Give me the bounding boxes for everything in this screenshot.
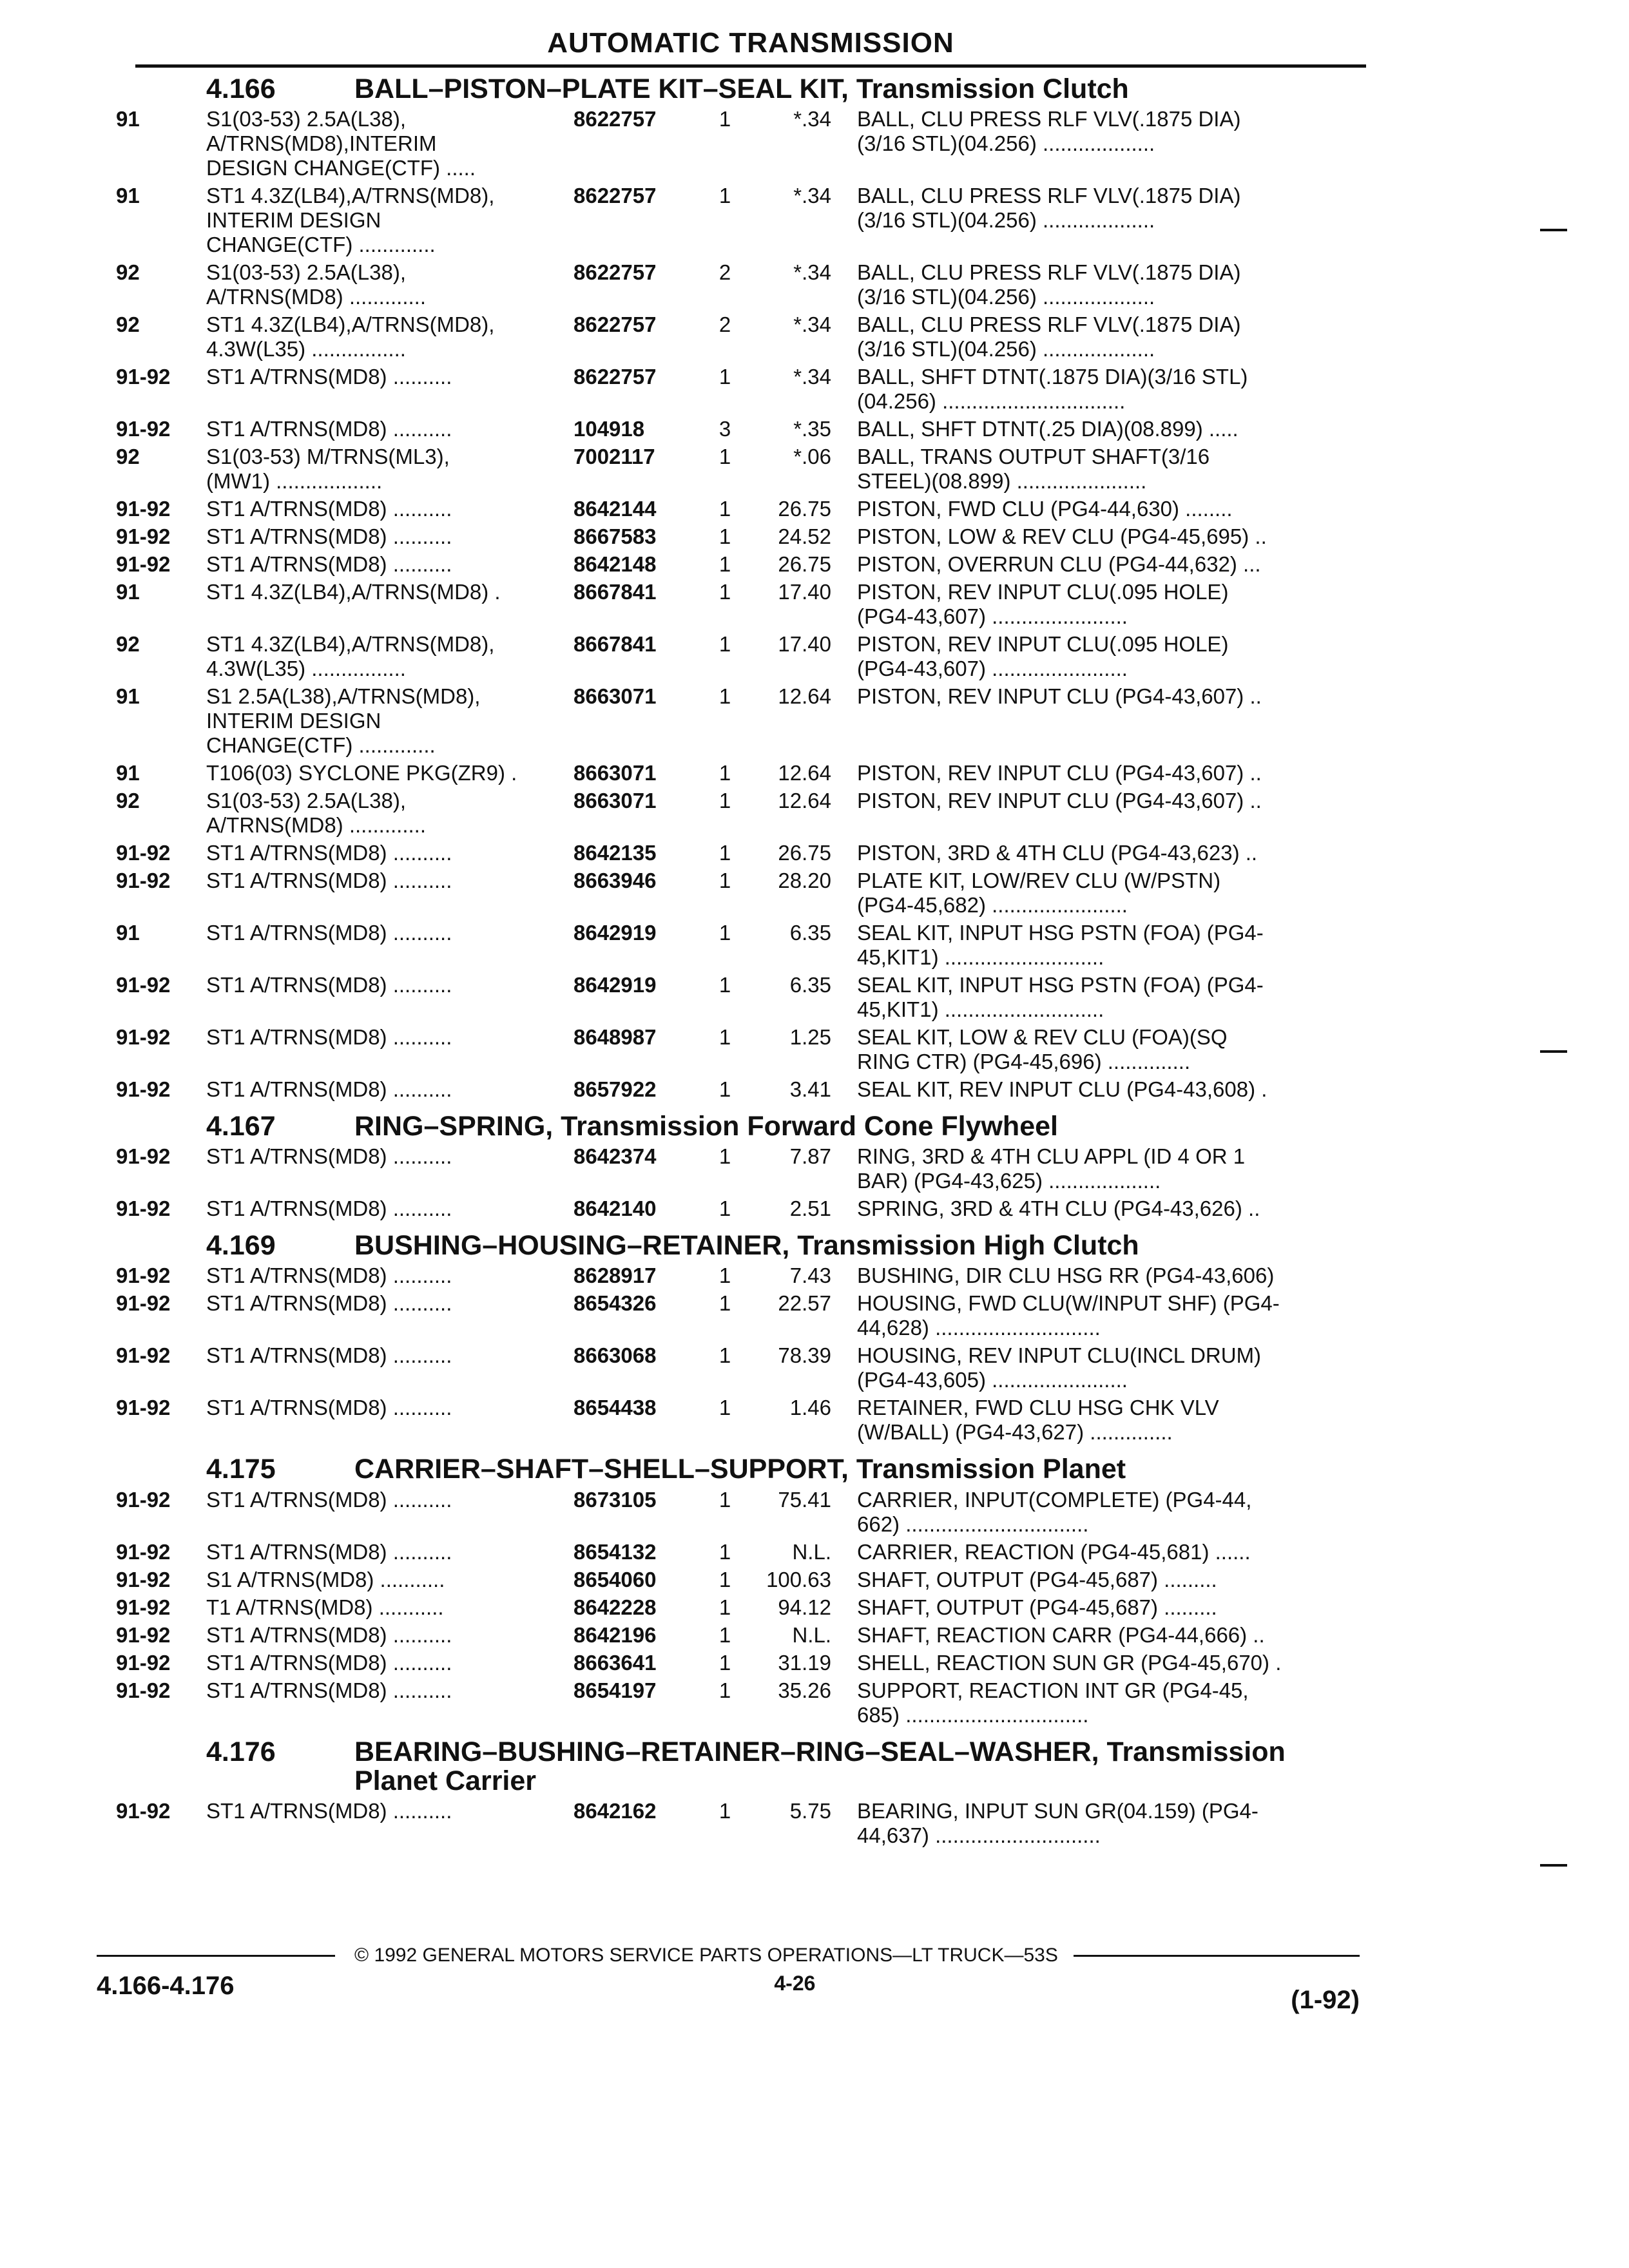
- quantity: 1: [718, 580, 731, 604]
- section-heading: [116, 1455, 1373, 1484]
- quantity: 1: [718, 869, 731, 893]
- part-number: 8654060: [574, 1567, 657, 1591]
- parts-row: [116, 107, 1373, 180]
- part-number: 8663071: [574, 789, 657, 813]
- list-price: 26.75: [778, 552, 831, 577]
- model-years: 91-92: [116, 1678, 171, 1702]
- part-number: 8648987: [574, 1025, 657, 1050]
- application-description: ST1 A/TRNS(MD8) ..........: [206, 1025, 452, 1050]
- model-years: 91-92: [116, 497, 171, 521]
- application-description: ST1 A/TRNS(MD8) ..........: [206, 841, 452, 865]
- footer-page-number: 4-26: [774, 1972, 816, 1995]
- part-number: 8667841: [574, 632, 657, 657]
- parts-row: [116, 417, 1373, 441]
- section-4-176: [116, 1738, 1373, 1848]
- quantity: 2: [718, 260, 731, 285]
- part-name: BALL, TRANS OUTPUT SHAFT(3/16 STEEL)(08.899) ......................: [857, 445, 1210, 494]
- quantity: 1: [718, 1264, 731, 1288]
- parts-row: [116, 1144, 1373, 1193]
- application-description: ST1 A/TRNS(MD8) ..........: [206, 365, 452, 389]
- application-description: ST1 4.3Z(LB4),A/TRNS(MD8), 4.3W(L35) ................: [206, 312, 495, 361]
- part-name: PISTON, OVERRUN CLU (PG4-44,632) ...: [857, 552, 1261, 577]
- application-description: ST1 A/TRNS(MD8) ..........: [206, 869, 452, 893]
- part-name: SHAFT, REACTION CARR (PG4-44,666) ..: [857, 1622, 1265, 1647]
- application-description: ST1 A/TRNS(MD8) ..........: [206, 921, 452, 945]
- application-description: ST1 A/TRNS(MD8) ..........: [206, 1650, 452, 1675]
- list-price: 3.41: [789, 1077, 831, 1102]
- model-years: 91: [116, 761, 140, 785]
- model-years: 91: [116, 184, 140, 208]
- application-description: ST1 A/TRNS(MD8) ..........: [206, 1487, 452, 1512]
- parts-row: [116, 1595, 1373, 1620]
- application-description: ST1 A/TRNS(MD8) ..........: [206, 1343, 452, 1368]
- parts-row: [116, 1488, 1373, 1537]
- part-name: PISTON, REV INPUT CLU (PG4-43,607) ..: [857, 684, 1262, 709]
- part-name: BALL, CLU PRESS RLF VLV(.1875 DIA) (3/16 STL)(04.256) ...................: [857, 184, 1241, 233]
- section-4-169: [116, 1231, 1373, 1445]
- list-price: 26.75: [778, 841, 831, 865]
- parts-row: [116, 497, 1373, 521]
- part-name: SEAL KIT, LOW & REV CLU (FOA)(SQ RING CTR) (PG4-45,696) ..............: [857, 1025, 1228, 1074]
- quantity: 1: [718, 1622, 731, 1647]
- model-years: 91: [116, 580, 140, 604]
- application-description: S1(03-53) 2.5A(L38), A/TRNS(MD8) .............: [206, 789, 427, 838]
- application-description: S1 A/TRNS(MD8) ...........: [206, 1567, 445, 1591]
- list-price: 5.75: [789, 1798, 831, 1823]
- section-number: 4.167: [206, 1111, 276, 1142]
- list-price: *.34: [793, 107, 831, 131]
- part-name: BALL, CLU PRESS RLF VLV(.1875 DIA) (3/16 STL)(04.256) ...................: [857, 107, 1241, 156]
- application-description: ST1 4.3Z(LB4),A/TRNS(MD8) .: [206, 580, 501, 604]
- parts-row: [116, 1077, 1373, 1102]
- parts-row: [116, 973, 1373, 1022]
- footer-revision-date: (1-92): [1291, 1986, 1360, 2014]
- list-price: 31.19: [778, 1650, 831, 1675]
- part-number: 8642144: [574, 497, 657, 521]
- margin-tick: [1540, 1050, 1567, 1053]
- parts-row: [116, 632, 1373, 681]
- model-years: 92: [116, 632, 140, 657]
- application-description: ST1 A/TRNS(MD8) ..........: [206, 552, 452, 577]
- part-name: SHAFT, OUTPUT (PG4-45,687) .........: [857, 1595, 1217, 1619]
- model-years: 91-92: [116, 1077, 171, 1102]
- list-price: 1.46: [789, 1396, 831, 1420]
- parts-row: [116, 365, 1373, 414]
- part-number: 8657922: [574, 1077, 657, 1102]
- application-description: ST1 A/TRNS(MD8) ..........: [206, 1077, 452, 1102]
- parts-row: [116, 1651, 1373, 1675]
- part-name: RING, 3RD & 4TH CLU APPL (ID 4 OR 1 BAR) (PG4-43,625) ...................: [857, 1144, 1246, 1193]
- parts-row: [116, 789, 1373, 838]
- part-name: SEAL KIT, INPUT HSG PSTN (FOA) (PG4- 45,KIT1) ...........................: [857, 921, 1264, 970]
- application-description: ST1 A/TRNS(MD8) ..........: [206, 1144, 452, 1169]
- section-4-175: [116, 1455, 1373, 1727]
- part-number: 8663946: [574, 869, 657, 893]
- parts-row: [116, 1025, 1373, 1074]
- quantity: 1: [718, 1678, 731, 1702]
- model-years: 91: [116, 107, 140, 131]
- application-description: T1 A/TRNS(MD8) ...........: [206, 1595, 444, 1619]
- model-years: 91-92: [116, 552, 171, 577]
- part-number: 8642374: [574, 1144, 657, 1169]
- application-description: ST1 A/TRNS(MD8) ..........: [206, 1539, 452, 1564]
- list-price: 35.26: [778, 1678, 831, 1702]
- part-name: SHAFT, OUTPUT (PG4-45,687) .........: [857, 1567, 1217, 1591]
- parts-row: [116, 1540, 1373, 1564]
- model-years: 91-92: [116, 1567, 171, 1591]
- application-description: ST1 A/TRNS(MD8) ..........: [206, 1196, 452, 1221]
- parts-row: [116, 580, 1373, 629]
- section-number: 4.176: [206, 1736, 276, 1767]
- section-number: 4.169: [206, 1230, 276, 1262]
- part-number: 8642148: [574, 552, 657, 577]
- model-years: 91-92: [116, 417, 171, 441]
- application-description: ST1 A/TRNS(MD8) ..........: [206, 497, 452, 521]
- part-name: SEAL KIT, INPUT HSG PSTN (FOA) (PG4- 45,KIT1) ...........................: [857, 973, 1264, 1022]
- application-description: ST1 A/TRNS(MD8) ..........: [206, 1396, 452, 1420]
- quantity: 1: [718, 497, 731, 521]
- part-name: PISTON, REV INPUT CLU(.095 HOLE) (PG4-43,607) .......................: [857, 580, 1229, 629]
- section-title-text: BUSHING–HOUSING–RETAINER, Transmission High Clutch: [354, 1230, 1139, 1262]
- part-name: SPRING, 3RD & 4TH CLU (PG4-43,626) ..: [857, 1196, 1260, 1221]
- application-description: ST1 A/TRNS(MD8) ..........: [206, 1622, 452, 1647]
- list-price: *.34: [793, 312, 831, 337]
- list-price: 2.51: [789, 1196, 831, 1221]
- part-name: BEARING, INPUT SUN GR(04.159) (PG4- 44,637) ............................: [857, 1798, 1258, 1847]
- quantity: 1: [718, 1539, 731, 1564]
- model-years: 92: [116, 312, 140, 337]
- quantity: 1: [718, 684, 731, 709]
- list-price: 26.75: [778, 497, 831, 521]
- part-number: 104918: [574, 417, 645, 441]
- model-years: 91-92: [116, 1264, 171, 1288]
- part-number: 8622757: [574, 365, 657, 389]
- list-price: 94.12: [778, 1595, 831, 1619]
- parts-row: [116, 1343, 1373, 1392]
- margin-tick: [1540, 1864, 1567, 1867]
- parts-row: [116, 1196, 1373, 1221]
- application-description: ST1 4.3Z(LB4),A/TRNS(MD8), 4.3W(L35) ................: [206, 632, 495, 681]
- model-years: 91-92: [116, 524, 171, 549]
- list-price: *.35: [793, 417, 831, 441]
- section-title-text: CARRIER–SHAFT–SHELL–SUPPORT, Transmission Planet: [354, 1454, 1126, 1485]
- part-number: 8654438: [574, 1396, 657, 1420]
- section-heading: [116, 1738, 1373, 1796]
- application-description: T106(03) SYCLONE PKG(ZR9) .: [206, 761, 517, 785]
- model-years: 92: [116, 789, 140, 813]
- application-description: ST1 A/TRNS(MD8) ..........: [206, 1798, 452, 1823]
- quantity: 1: [718, 1487, 731, 1512]
- page-header: [135, 27, 1366, 68]
- quantity: 1: [718, 761, 731, 785]
- section-subtitle: Planet Carrier: [354, 1765, 537, 1796]
- quantity: 1: [718, 1025, 731, 1050]
- part-number: 8663068: [574, 1343, 657, 1368]
- quantity: 2: [718, 312, 731, 337]
- model-years: 91: [116, 921, 140, 945]
- model-years: 91-92: [116, 1650, 171, 1675]
- part-name: SEAL KIT, REV INPUT CLU (PG4-43,608) .: [857, 1077, 1268, 1102]
- parts-row: [116, 761, 1373, 785]
- parts-row: [116, 445, 1373, 494]
- quantity: 1: [718, 1343, 731, 1368]
- parts-row: [116, 524, 1373, 549]
- application-description: ST1 A/TRNS(MD8) ..........: [206, 1264, 452, 1288]
- quantity: 1: [718, 1144, 731, 1169]
- list-price: 12.64: [778, 684, 831, 709]
- list-price: *.34: [793, 260, 831, 285]
- part-name: HOUSING, FWD CLU(W/INPUT SHF) (PG4- 44,628) ............................: [857, 1291, 1280, 1340]
- model-years: 91-92: [116, 1595, 171, 1619]
- margin-tick: [1540, 229, 1567, 231]
- part-number: 8622757: [574, 184, 657, 208]
- list-price: 28.20: [778, 869, 831, 893]
- section-title-text: RING–SPRING, Transmission Forward Cone Flywheel: [354, 1111, 1058, 1142]
- part-name: PISTON, 3RD & 4TH CLU (PG4-43,623) ..: [857, 841, 1258, 865]
- model-years: 91-92: [116, 841, 171, 865]
- part-number: 8667583: [574, 524, 657, 549]
- section-title: [354, 1231, 1373, 1260]
- list-price: 1.25: [789, 1025, 831, 1050]
- parts-row: [116, 312, 1373, 361]
- list-price: 78.39: [778, 1343, 831, 1368]
- list-price: 6.35: [789, 973, 831, 997]
- quantity: 1: [718, 1396, 731, 1420]
- application-description: S1 2.5A(L38),A/TRNS(MD8), INTERIM DESIGN CHANGE(CTF) .............: [206, 684, 481, 758]
- section-number: 4.175: [206, 1454, 276, 1485]
- list-price: 17.40: [778, 632, 831, 657]
- application-description: ST1 A/TRNS(MD8) ..........: [206, 524, 452, 549]
- application-description: S1(03-53) M/TRNS(ML3), (MW1) ..................: [206, 445, 450, 494]
- part-name: BUSHING, DIR CLU HSG RR (PG4-43,606): [857, 1264, 1275, 1288]
- page-footer: [97, 1945, 1360, 2015]
- part-number: 8642196: [574, 1622, 657, 1647]
- list-price: 7.87: [789, 1144, 831, 1169]
- application-description: S1(03-53) 2.5A(L38), A/TRNS(MD8),INTERIM DESIGN CHANGE(CTF) .....: [206, 107, 476, 180]
- quantity: 1: [718, 107, 731, 131]
- application-description: S1(03-53) 2.5A(L38), A/TRNS(MD8) .............: [206, 260, 427, 309]
- parts-row: [116, 1678, 1373, 1727]
- section-heading: [116, 1231, 1373, 1260]
- part-number: 8642140: [574, 1196, 657, 1221]
- list-price: *.34: [793, 365, 831, 389]
- part-number: 8642919: [574, 973, 657, 997]
- part-name: CARRIER, REACTION (PG4-45,681) ......: [857, 1539, 1251, 1564]
- application-description: ST1 A/TRNS(MD8) ..........: [206, 973, 452, 997]
- part-number: 8663071: [574, 684, 657, 709]
- quantity: 1: [718, 1650, 731, 1675]
- quantity: 1: [718, 973, 731, 997]
- quantity: 1: [718, 365, 731, 389]
- part-number: 8667841: [574, 580, 657, 604]
- quantity: 1: [718, 1196, 731, 1221]
- quantity: 1: [718, 1077, 731, 1102]
- quantity: 1: [718, 1291, 731, 1316]
- quantity: 1: [718, 184, 731, 208]
- part-name: BALL, SHFT DTNT(.1875 DIA)(3/16 STL) (04.256) ...............................: [857, 365, 1248, 414]
- model-years: 91-92: [116, 1144, 171, 1169]
- section-title-text: BEARING–BUSHING–RETAINER–RING–SEAL–WASHER, Transmission: [354, 1736, 1286, 1767]
- part-number: 8654132: [574, 1539, 657, 1564]
- quantity: 1: [718, 552, 731, 577]
- list-price: 17.40: [778, 580, 831, 604]
- section-number: 4.166: [206, 73, 276, 104]
- model-years: 92: [116, 260, 140, 285]
- quantity: 3: [718, 417, 731, 441]
- parts-row: [116, 260, 1373, 309]
- model-years: 91-92: [116, 1291, 171, 1316]
- section-heading: [116, 1112, 1373, 1141]
- section-title-text: BALL–PISTON–PLATE KIT–SEAL KIT, Transmission Clutch: [354, 73, 1129, 104]
- model-years: 91-92: [116, 1196, 171, 1221]
- part-number: 8663641: [574, 1650, 657, 1675]
- footer-copyright: © 1992 GENERAL MOTORS SERVICE PARTS OPERATIONS—LT TRUCK—53S: [354, 1945, 1058, 1966]
- parts-row: [116, 921, 1373, 970]
- catalog-sections: [116, 64, 1373, 1848]
- model-years: 92: [116, 445, 140, 469]
- quantity: 1: [718, 524, 731, 549]
- list-price: 100.63: [766, 1567, 831, 1591]
- part-name: BALL, CLU PRESS RLF VLV(.1875 DIA) (3/16 STL)(04.256) ...................: [857, 312, 1241, 361]
- parts-row: [116, 1568, 1373, 1592]
- part-number: 8622757: [574, 312, 657, 337]
- model-years: 91-92: [116, 1396, 171, 1420]
- section-4-167: [116, 1112, 1373, 1221]
- parts-row: [116, 1623, 1373, 1648]
- part-name: PISTON, REV INPUT CLU (PG4-43,607) ..: [857, 789, 1262, 813]
- model-years: 91-92: [116, 973, 171, 997]
- model-years: 91-92: [116, 1798, 171, 1823]
- part-name: BALL, CLU PRESS RLF VLV(.1875 DIA) (3/16 STL)(04.256) ...................: [857, 260, 1241, 309]
- part-name: PISTON, REV INPUT CLU (PG4-43,607) ..: [857, 761, 1262, 785]
- list-price: 12.64: [778, 761, 831, 785]
- part-name: RETAINER, FWD CLU HSG CHK VLV (W/BALL) (PG4-43,627) ..............: [857, 1396, 1219, 1445]
- application-description: ST1 A/TRNS(MD8) ..........: [206, 1291, 452, 1316]
- section-heading: [116, 75, 1373, 104]
- part-number: 8642228: [574, 1595, 657, 1619]
- list-price: 6.35: [789, 921, 831, 945]
- list-price: *.06: [793, 445, 831, 469]
- parts-row: [116, 684, 1373, 758]
- section-title: [354, 75, 1373, 104]
- footer-rule: [1074, 1955, 1360, 1957]
- part-name: SUPPORT, REACTION INT GR (PG4-45, 685) ...............................: [857, 1678, 1249, 1727]
- list-price: *.34: [793, 184, 831, 208]
- quantity: 1: [718, 1798, 731, 1823]
- parts-row: [116, 1396, 1373, 1445]
- parts-row: [116, 841, 1373, 865]
- model-years: 91-92: [116, 1539, 171, 1564]
- quantity: 1: [718, 789, 731, 813]
- list-price: N.L.: [792, 1622, 831, 1647]
- application-description: ST1 A/TRNS(MD8) ..........: [206, 417, 452, 441]
- quantity: 1: [718, 921, 731, 945]
- part-number: 8622757: [574, 260, 657, 285]
- part-name: PISTON, FWD CLU (PG4-44,630) ........: [857, 497, 1233, 521]
- section-4-166: [116, 75, 1373, 1102]
- part-number: 8673105: [574, 1487, 657, 1512]
- list-price: 7.43: [789, 1264, 831, 1288]
- part-name: SHELL, REACTION SUN GR (PG4-45,670) .: [857, 1650, 1282, 1675]
- parts-row: [116, 869, 1373, 918]
- page-title: AUTOMATIC TRANSMISSION: [547, 27, 954, 59]
- model-years: 91-92: [116, 1487, 171, 1512]
- model-years: 91-92: [116, 1343, 171, 1368]
- quantity: 1: [718, 841, 731, 865]
- parts-row: [116, 552, 1373, 577]
- part-number: 8622757: [574, 107, 657, 131]
- part-name: PISTON, LOW & REV CLU (PG4-45,695) ..: [857, 524, 1267, 549]
- parts-row: [116, 1291, 1373, 1340]
- footer-section-range: 4.166-4.176: [97, 1972, 235, 2000]
- part-name: CARRIER, INPUT(COMPLETE) (PG4-44, 662) ...............................: [857, 1487, 1252, 1536]
- application-description: ST1 A/TRNS(MD8) ..........: [206, 1678, 452, 1702]
- model-years: 91-92: [116, 365, 171, 389]
- part-number: 8642919: [574, 921, 657, 945]
- footer-rule: [97, 1955, 335, 1957]
- parts-row: [116, 184, 1373, 257]
- part-name: HOUSING, REV INPUT CLU(INCL DRUM) (PG4-43,605) .......................: [857, 1343, 1262, 1392]
- model-years: 91-92: [116, 1622, 171, 1647]
- section-title: [354, 1738, 1373, 1796]
- list-price: 24.52: [778, 524, 831, 549]
- section-title: [354, 1455, 1373, 1484]
- section-title: [354, 1112, 1373, 1141]
- list-price: 12.64: [778, 789, 831, 813]
- part-number: 8663071: [574, 761, 657, 785]
- parts-row: [116, 1264, 1373, 1288]
- parts-row: [116, 1799, 1373, 1848]
- part-number: 8654197: [574, 1678, 657, 1702]
- part-number: 8642135: [574, 841, 657, 865]
- part-name: BALL, SHFT DTNT(.25 DIA)(08.899) .....: [857, 417, 1239, 441]
- list-price: N.L.: [792, 1539, 831, 1564]
- list-price: 22.57: [778, 1291, 831, 1316]
- quantity: 1: [718, 1595, 731, 1619]
- part-number: 8654326: [574, 1291, 657, 1316]
- part-name: PISTON, REV INPUT CLU(.095 HOLE) (PG4-43,607) .......................: [857, 632, 1229, 681]
- model-years: 91-92: [116, 1025, 171, 1050]
- part-name: PLATE KIT, LOW/REV CLU (W/PSTN) (PG4-45,682) .......................: [857, 869, 1221, 918]
- part-number: 8628917: [574, 1264, 657, 1288]
- part-number: 8642162: [574, 1798, 657, 1823]
- quantity: 1: [718, 632, 731, 657]
- quantity: 1: [718, 445, 731, 469]
- model-years: 91-92: [116, 869, 171, 893]
- application-description: ST1 4.3Z(LB4),A/TRNS(MD8), INTERIM DESIGN CHANGE(CTF) .............: [206, 184, 495, 257]
- list-price: 75.41: [778, 1487, 831, 1512]
- quantity: 1: [718, 1567, 731, 1591]
- part-number: 7002117: [574, 445, 655, 469]
- model-years: 91: [116, 684, 140, 709]
